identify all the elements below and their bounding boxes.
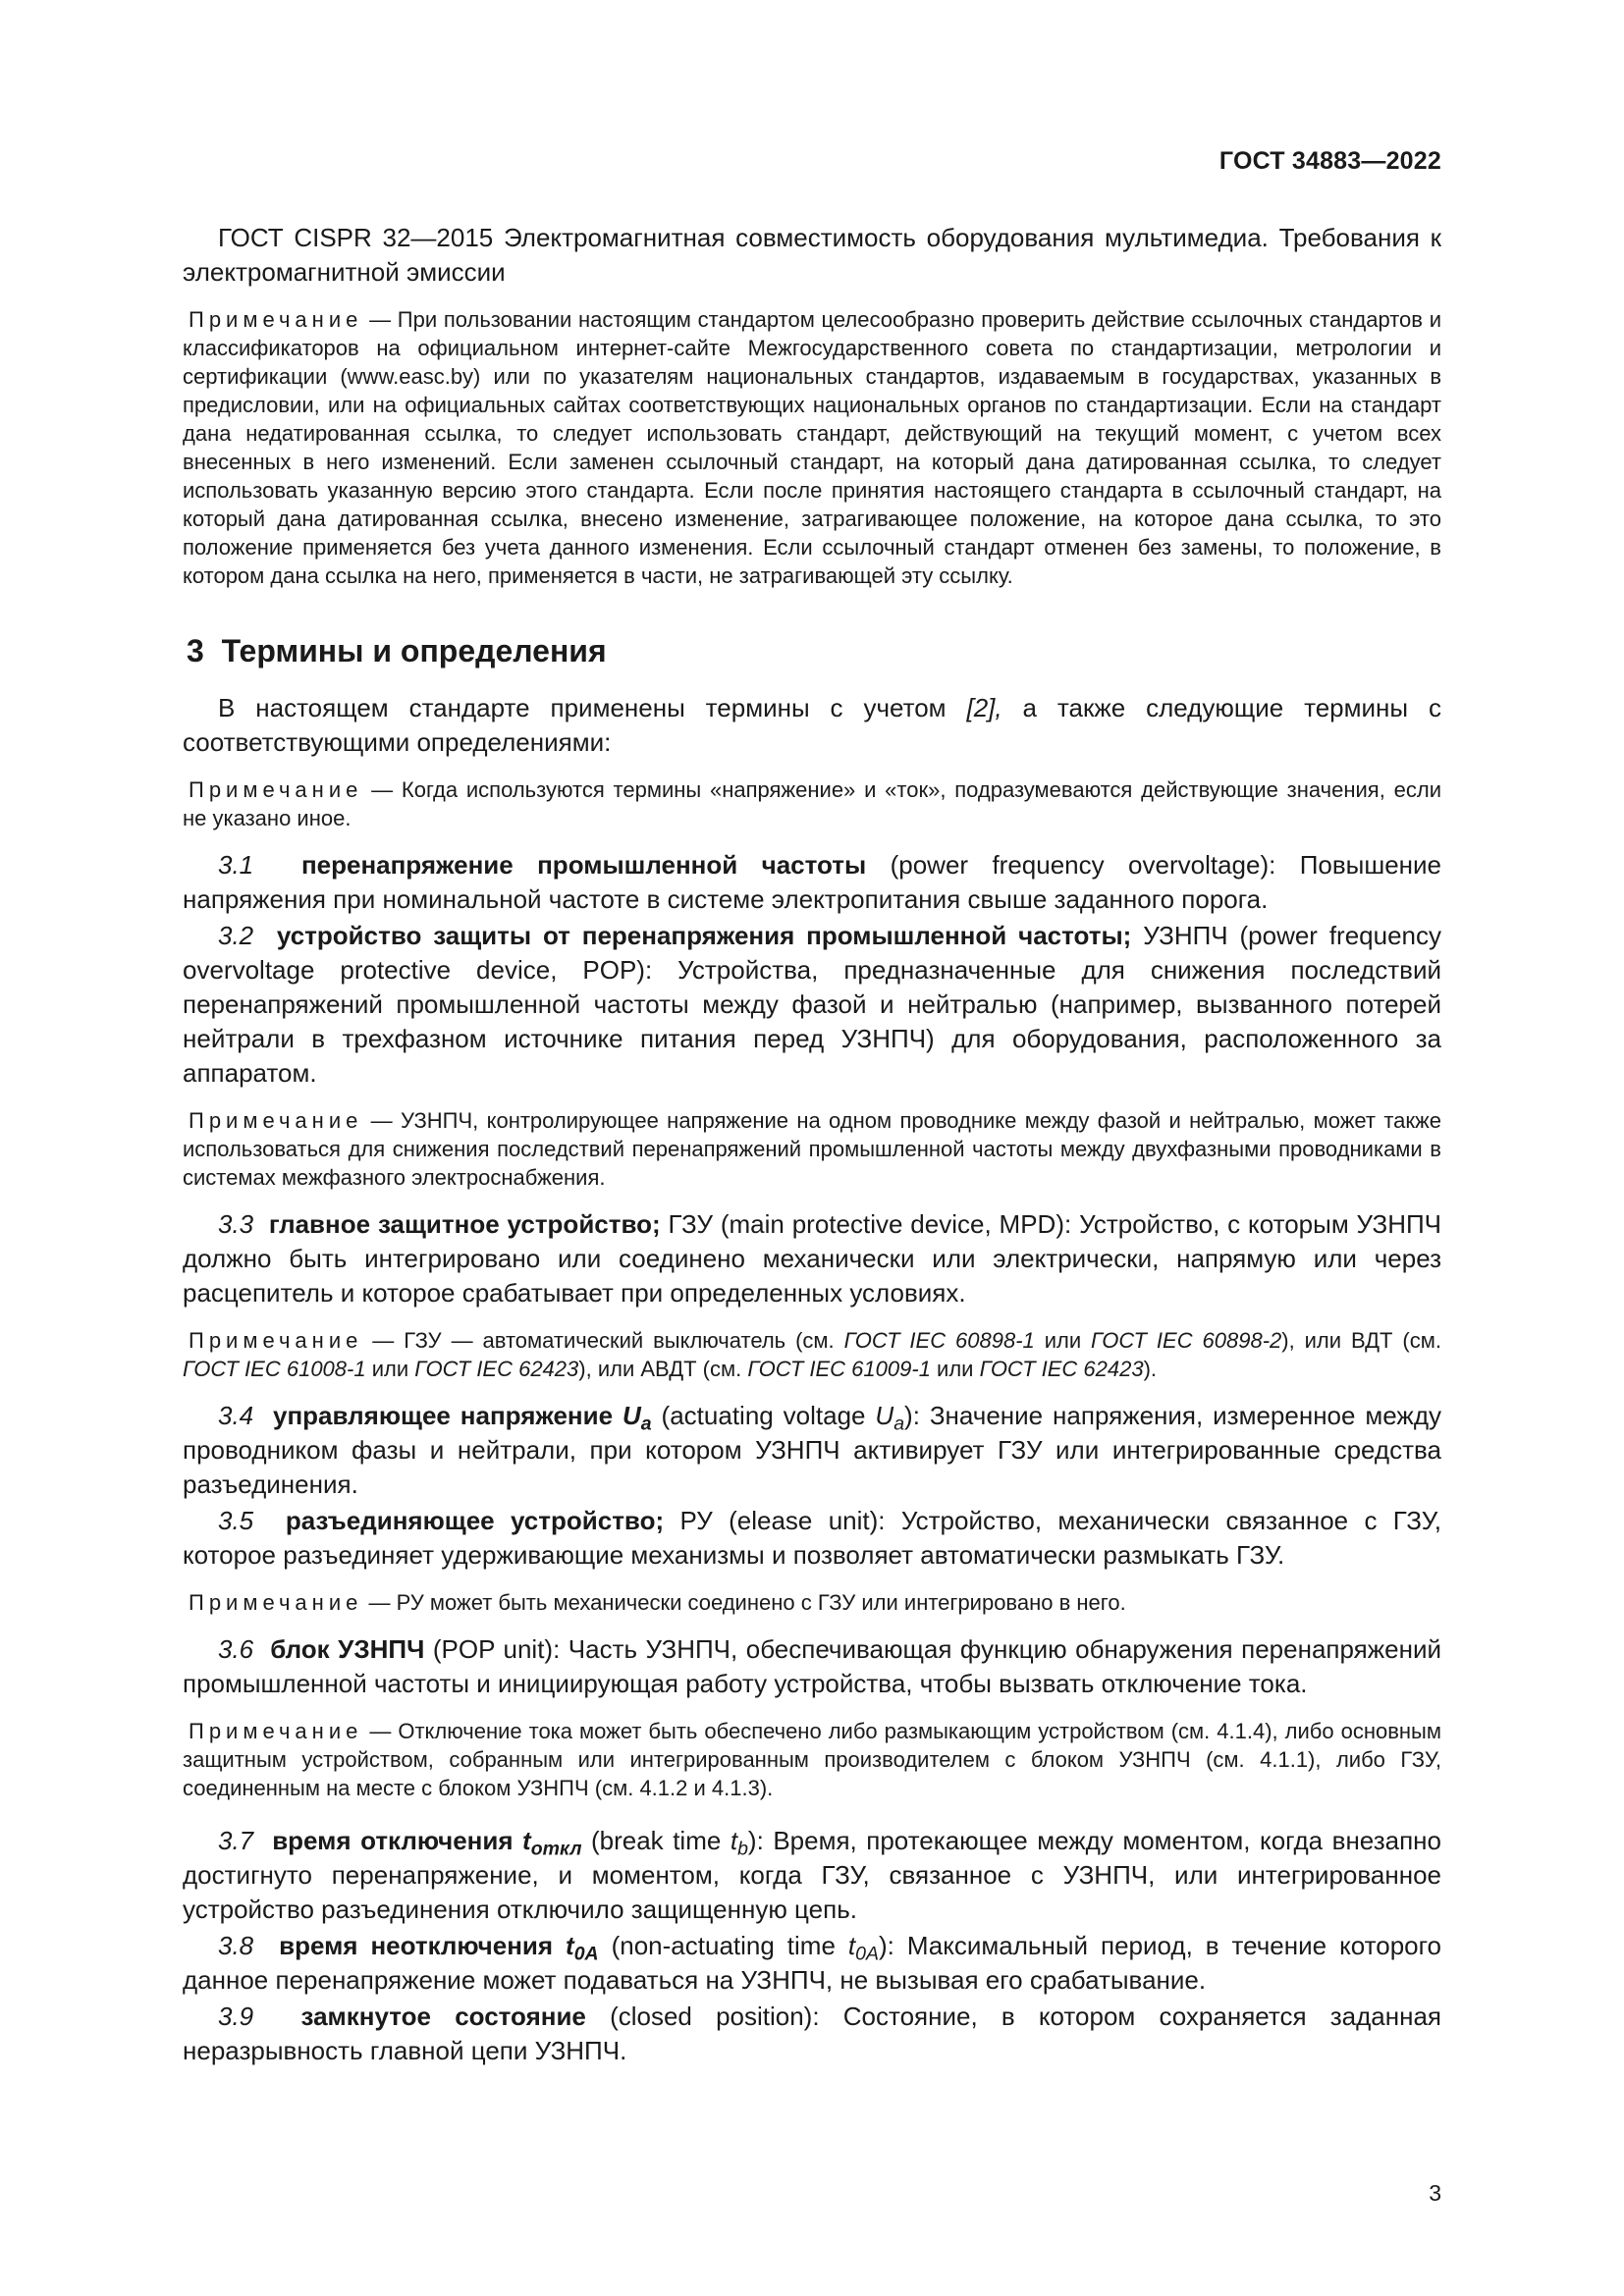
term-3-3: 3.3 главное защитное устройство; ГЗУ (main protective device, MPD): Устройство, с которым УЗНПЧ должно быть интегрировано или соединено механически или электрически, напрямую или через расцепитель и которое срабатывает при определенных условиях. [183, 1209, 1442, 1308]
standard-ref: ГОСТ IEC 62423 [414, 1357, 579, 1381]
standard-ref: ГОСТ IEC 60898-2 [1091, 1328, 1282, 1353]
note-label: Примечание [189, 1108, 363, 1133]
page-number: 3 [1429, 2180, 1441, 2206]
term-3-8: 3.8 время неотключения $t_{0A}$ (non-actuating time $t_{0A}$): Максимальный период, в течение которого данное перенапряжение может подаваться на УЗНПЧ, не вызывая его срабатывание. [183, 1931, 1441, 1995]
page-content [183, 221, 1441, 2068]
references-note [183, 305, 1441, 590]
standard-ref: ГОСТ IEC 62423 [979, 1357, 1144, 1381]
term-3-7: 3.7 время отключения $t_{откл}$ (break time $t_b$): Время, протекающее между моментом, когда внезапно достигнуто перенапряжение, и моментом, когда ГЗУ, связанное с УЗНПЧ, или интегрированное устройство разъединения отключило защищенную цепь. [183, 1826, 1441, 1924]
symbol: $U_а$ [623, 1401, 652, 1435]
term-3-6: 3.6 блок УЗНПЧ (POP unit): Часть УЗНПЧ, обеспечивающая функцию обнаружения перенапряжений промышленной частоты и инициирующая работу устройства, чтобы вызвать отключение тока. [183, 1634, 1441, 1698]
note-label: Примечание [189, 1719, 363, 1743]
note-label: Примечание [189, 1328, 363, 1353]
note-label: Примечание [189, 777, 363, 802]
note-label: Примечание [189, 1590, 363, 1615]
bibliography-ref: [2], [966, 693, 1002, 722]
term-3-9: 3.9 замкнутое состояние (closed position): Состояние, в котором сохраняется заданная неразрывность главной цепи УЗНПЧ. [183, 2002, 1442, 2065]
terms-note [183, 775, 1441, 832]
term-3-5: 3.5 разъединяющее устройство; РУ (elease unit): Устройство, механически связанное с ГЗУ, которое разъединяет удерживающие механизмы и позволяет автоматически размыкать ГЗУ. [183, 1506, 1442, 1570]
note-text: — РУ может быть механически соединено с ГЗУ или интегрировано в него. [368, 1590, 1126, 1615]
section-heading [183, 633, 1441, 669]
section-number: 3 [187, 633, 204, 668]
note-text: — УЗНПЧ, контролирующее напряжение на одном проводнике между фазой и нейтралью, может также использоваться для снижения последствий перенапряжений промышленной частоты между двухфазными проводниками в системах межфазного электроснабжения. [183, 1108, 1441, 1190]
symbol: $t_b$ [730, 1826, 748, 1860]
term-3-4: 3.4 управляющее напряжение $U_а$ (actuating voltage $U_а$): Значение напряжения, измеренное между проводником фазы и нейтрали, при котором УЗНПЧ активирует ГЗУ или интегрированные средства разъединения. [183, 1401, 1441, 1499]
term-3-1: 3.1 перенапряжение промышленной частоты (power frequency overvoltage): Повышение напряжения при номинальной частоте в системе электропитания свыше заданного порога. [183, 850, 1442, 914]
section-intro: В настоящем стандарте применены термины с учетом [2], а также следующие термины с соответствующими определениями: [183, 693, 1441, 757]
standard-code-header: ГОСТ 34883—2022 [1218, 147, 1441, 175]
note-3-6 [183, 1717, 1441, 1802]
note-3-5 [183, 1588, 1441, 1617]
note-3-2 [183, 1106, 1441, 1192]
symbol: $t_{0A}$ [566, 1931, 599, 1965]
note-text: — Когда используются термины «напряжение» и «ток», подразумеваются действующие значения, если не указано иное. [183, 777, 1441, 830]
note-text: — При пользовании настоящим стандартом целесообразно проверить действие ссылочных стандартов и классификаторов на официальном интернет-сайте Межгосударственного совета по стандартизации, метрологии и сертификации (www.easc.by) или по указателям национальных стандартов, издаваемым в государствах, указанных в предисловии, или на официальных сайтах соответствующих национальных органов по стандартизации. Если на стандарт дана недатированная ссылка, то следует использовать стандарт, действующий на текущий момент, с учетом всех внесенных в него изменений. Если заменен ссылочный стандарт, на который дана датированная ссылка, то следует использовать указанную версию этого стандарта. Если после принятия настоящего стандарта в ссылочный стандарт, на который дана датированная ссылка, внесено изменение, затрагивающее положение, на которое дана ссылка, то это положение применяется без учета данного изменения. Если ссылочный стандарт отменен без замены, то положение, в котором дана ссылка на него, применяется в части, не затрагивающей эту ссылку. [183, 307, 1441, 588]
note-3-3: Примечание — ГЗУ — автоматический выключатель (см. ГОСТ IEC 60898-1 или ГОСТ IEC 60898-2), или ВДТ (см. ГОСТ IEC 61008-1 или ГОСТ IEC 62423), или АВДТ (см. ГОСТ IEC 61009-1 или ГОСТ IEC 62423). [183, 1328, 1441, 1381]
symbol: $U_а$ [875, 1401, 905, 1435]
standard-ref: ГОСТ IEC 60898-1 [843, 1328, 1035, 1353]
section-title: Термины и определения [221, 633, 607, 668]
reference-entry: ГОСТ CISPR 32—2015 Электромагнитная совместимость оборудования мультимедиа. Требования к электромагнитной эмиссии [183, 223, 1441, 287]
note-text: — Отключение тока может быть обеспечено либо размыкающим устройством (см. 4.1.4), либо основным защитным устройством, собранным или интегрированным производителем с блоком УЗНПЧ (см. 4.1.1), либо ГЗУ, соединенным на месте с блоком УЗНПЧ (см. 4.1.2 и 4.1.3). [183, 1719, 1441, 1800]
standard-ref: ГОСТ IEC 61009-1 [747, 1357, 931, 1381]
note-label: Примечание [189, 307, 363, 332]
standard-ref: ГОСТ IEC 61008-1 [183, 1357, 366, 1381]
symbol: $t_{0A}$ [847, 1931, 879, 1965]
term-3-2: 3.2 устройство защиты от перенапряжения промышленной частоты; УЗНПЧ (power frequency overvoltage protective device, POP): Устройства, предназначенные для снижения последствий перенапряжений промышленной частоты между фазой и нейтралью (например, вызванного потерей нейтрали в трехфазном источнике питания перед УЗНПЧ) для оборудования, расположенного за аппаратом. [183, 921, 1441, 1088]
symbol: $t_{откл}$ [522, 1826, 582, 1860]
